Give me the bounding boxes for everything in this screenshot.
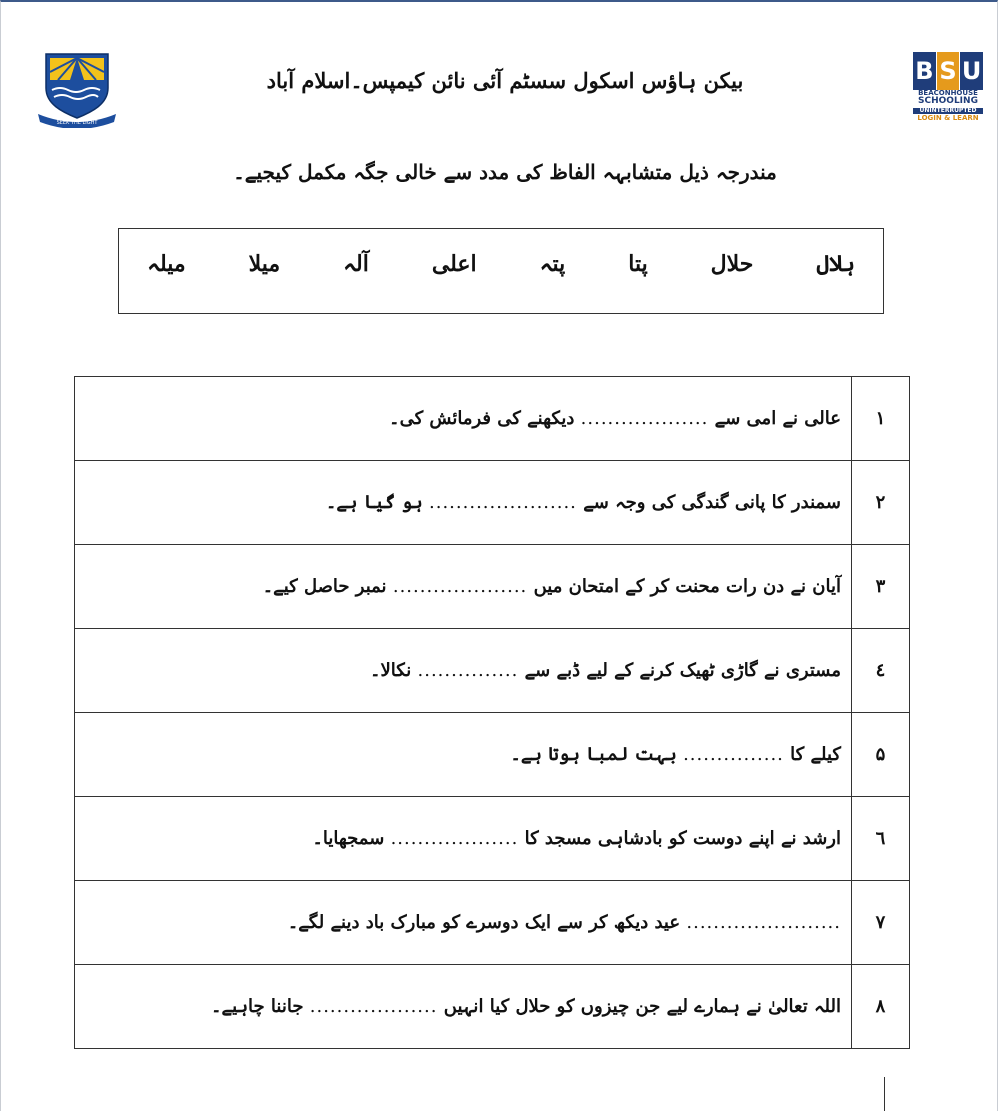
question-text — [75, 377, 852, 461]
word-bank-item: پتہ — [539, 251, 566, 277]
word-bank-item: پتا — [628, 251, 648, 277]
question-text — [75, 713, 852, 797]
question-before: کیلے کا — [790, 744, 841, 765]
bsu-letter-s: S — [937, 52, 960, 90]
question-number: ٨ — [852, 965, 910, 1049]
question-after: دیکھنے کی فرمائش کی۔ — [389, 408, 575, 429]
instruction-text: مندرجہ ذیل متشابہہ الفاظ کی مدد سے خالی جگہ مکمل کیجیے۔ — [233, 160, 777, 184]
word-bank-item: ہلال — [816, 251, 855, 277]
blank-field[interactable]: ............... — [417, 660, 519, 681]
word-bank-box — [118, 228, 884, 314]
question-after: ہو گیا ہے۔ — [325, 492, 423, 513]
question-number: ٦ — [852, 797, 910, 881]
blank-field[interactable]: ................... — [309, 996, 438, 1017]
question-before: مستری نے گاڑی ٹھیک کرنے کے لیے ڈبے سے — [524, 660, 841, 681]
table-edge-line — [884, 1077, 885, 1111]
bsu-line-4: LOGIN & LEARN — [917, 114, 979, 123]
school-title: بیکن ہاؤس اسکول سسٹم آئی نائن کیمپس۔اسلام آباد — [266, 68, 744, 93]
question-number: ۵ — [852, 713, 910, 797]
word-bank-list — [141, 251, 861, 277]
crest-motto: SEEK THE LIGHT — [56, 120, 98, 126]
question-row — [75, 545, 910, 629]
question-row — [75, 713, 910, 797]
question-before: عالی نے امی سے — [714, 408, 841, 429]
question-text — [75, 797, 852, 881]
bsu-letter-b: B — [913, 52, 936, 90]
question-row — [75, 881, 910, 965]
question-after: نمبر حاصل کیے۔ — [262, 576, 387, 597]
school-crest-logo — [34, 50, 120, 128]
bsu-line-2: SCHOOLING — [918, 96, 978, 107]
question-number: ٤ — [852, 629, 910, 713]
question-row — [75, 797, 910, 881]
question-text — [75, 461, 852, 545]
question-row — [75, 461, 910, 545]
question-before: آیان نے دن رات محنت کر کے امتحان میں — [533, 576, 841, 597]
word-bank-item: آلہ — [343, 251, 369, 277]
word-bank-item: اعلی — [431, 251, 477, 277]
question-after: جاننا چاہیے۔ — [210, 996, 304, 1017]
bsu-logo — [913, 52, 983, 126]
blank-field[interactable]: ................... — [580, 408, 709, 429]
word-bank-item: میلہ — [147, 251, 186, 277]
question-text — [75, 545, 852, 629]
blank-field[interactable]: ................... — [390, 828, 519, 849]
question-before: اللہ تعالیٰ نے ہمارے لیے جن چیزوں کو حلال کیا انہیں — [443, 996, 841, 1017]
blank-field[interactable]: ....................... — [686, 912, 841, 933]
question-after: نکالا۔ — [369, 660, 412, 681]
word-bank-item: میلا — [248, 251, 281, 277]
question-row — [75, 629, 910, 713]
question-after: سمجھایا۔ — [312, 828, 385, 849]
question-before: ارشد نے اپنے دوست کو بادشاہی مسجد کا — [524, 828, 841, 849]
question-before: سمندر کا پانی گندگی کی وجہ سے — [583, 492, 841, 513]
blank-field[interactable]: ............... — [683, 744, 784, 765]
question-text — [75, 629, 852, 713]
bsu-letter-u: U — [960, 52, 983, 90]
questions-table — [74, 376, 910, 1049]
question-number: ٧ — [852, 881, 910, 965]
question-after: بہت لمبا ہوتا ہے۔ — [510, 744, 677, 765]
blank-field[interactable]: .................... — [392, 576, 528, 597]
question-after: عید دیکھ کر سے ایک دوسرے کو مبارک باد دینے لگے۔ — [287, 912, 681, 933]
bsu-line-3: UNINTERRUPTED — [913, 108, 983, 114]
blank-field[interactable]: ...................... — [429, 492, 577, 513]
question-number: ١ — [852, 377, 910, 461]
question-number: ٢ — [852, 461, 910, 545]
word-bank-item: حلال — [710, 251, 754, 277]
bsu-line-1: BEACONHOUSE — [918, 89, 978, 97]
question-text — [75, 965, 852, 1049]
question-text — [75, 881, 852, 965]
question-row — [75, 965, 910, 1049]
question-row — [75, 377, 910, 461]
question-number: ٣ — [852, 545, 910, 629]
